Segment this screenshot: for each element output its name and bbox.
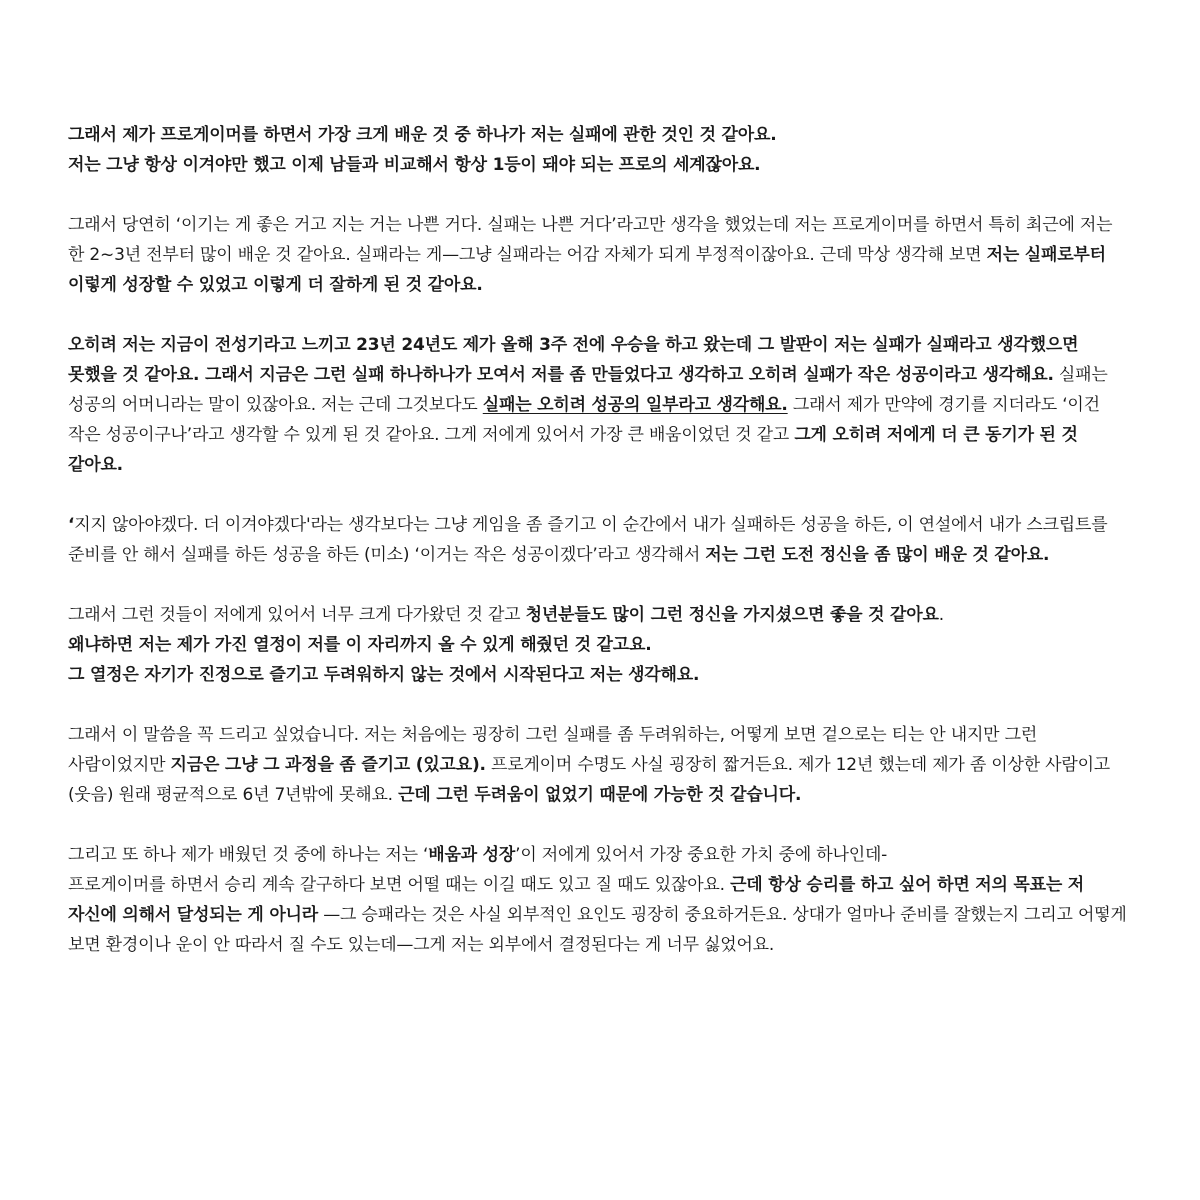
text-run: 오히려 저는 지금이 전성기라고 느끼고 23년 24년도 제가 올해 3주 전에 우승을 하고 왔는데 그 발판이 저는 실패가 실패라고 생각했으면 못했을 것 같아요. 그래서 지금은 그런 실패 하나하나가 모여서 저를 좀 만들었다고 생각하고 오히려 실패가 작은 성공이라고 생각해요. [68, 335, 1079, 385]
paragraph-6 [68, 720, 1132, 810]
text-run: 그 열정은 자기가 진정으로 즐기고 두려워하지 않는 것에서 시작된다고 저는 생각해요. [68, 665, 700, 685]
text-run: 지금은 그냥 그 과정을 좀 즐기고 (있고요). [170, 755, 486, 775]
text-run: —그 승패라는 것은 사실 외부적인 요인도 굉장히 중요하거든요. 상대가 얼마나 준비를 잘했는지 그리고 어떻게 보면 환경이나 운이 안 따라서 질 수도 있는데—그게 저는 외부에서 결정된다는 게 너무 싫었어요. [68, 905, 1127, 955]
text-run: 청년분들도 많이 그런 정신을 가지셨으면 좋을 것 같아요 [525, 605, 939, 625]
paragraph-3 [68, 330, 1132, 480]
text-run: 저는 그냥 항상 이겨야만 했고 이제 남들과 비교해서 항상 1등이 돼야 되는 프로의 세계잖아요. [68, 155, 761, 175]
paragraph-2 [68, 210, 1132, 300]
paragraph-7 [68, 840, 1132, 960]
text-run: 실패는 성공의 어머니라는 말이 있잖아요. 저는 근데 그것보다도 [68, 365, 1108, 415]
text-run: 그리고 또 하나 제가 배웠던 것 중에 하나는 저는 ‘ [68, 845, 429, 865]
text-run: 저는 실패로부터 이렇게 성장할 수 있었고 이렇게 더 잘하게 된 것 같아요. [68, 245, 1106, 295]
text-run: 지지 않아야겠다. 더 이겨야겠다'라는 생각보다는 그냥 게임을 좀 즐기고 이 순간에서 내가 실패하든 성공을 하든, 이 연설에서 내가 스크립트를 준비를 안 해서 실패를 하든 성공을 하든 (미소) ‘이거는 작은 성공이겠다’라고 생각해서 [68, 515, 1108, 565]
paragraph-1 [68, 120, 1132, 180]
document-body [68, 120, 1132, 990]
text-run: 그래서 당연히 ‘이기는 게 좋은 거고 지는 거는 나쁜 거다. 실패는 나쁜 거다’라고만 생각을 했었는데 저는 프로게이머를 하면서 특히 최근에 저는 한 2~3년 전부터 많이 배운 것 같아요. 실패라는 게—그냥 실패라는 어감 자체가 되게 부정적이잖아요. 근데 막상 생각해 보면 [68, 215, 1113, 265]
text-run: 그래서 제가 만약에 경기를 지더라도 ‘이건 작은 성공이구나’라고 생각할 수 있게 된 것 같아요. 그게 저에게 있어서 가장 큰 배움이었던 것 같고 [68, 395, 1100, 445]
text-run: 왜냐하면 저는 제가 가진 열정이 저를 이 자리까지 올 수 있게 해줬던 것 같고요. [68, 635, 652, 655]
text-run: 배움과 성장 [428, 845, 516, 865]
text-run: 그게 오히려 저에게 더 큰 동기가 된 것 같아요. [68, 425, 1078, 475]
text-run: 그래서 제가 프로게이머를 하면서 가장 크게 배운 것 중 하나가 저는 실패에 관한 것인 것 같아요. [68, 125, 777, 145]
text-run: 그래서 이 말씀을 꼭 드리고 싶었습니다. 저는 처음에는 굉장히 그런 실패를 좀 두려워하는, 어떻게 보면 겉으로는 티는 안 내지만 그런 사람이었지만 [68, 725, 1038, 775]
text-run: ’이 저에게 있어서 가장 중요한 가치 중에 하나인데- [515, 845, 888, 865]
text-run: 근데 그런 두려움이 없었기 때문에 가능한 것 같습니다. [398, 785, 802, 805]
paragraph-4 [68, 510, 1132, 570]
paragraph-5 [68, 600, 1132, 690]
text-run: 프로게이머를 하면서 승리 계속 갈구하다 보면 어떨 때는 이길 때도 있고 질 때도 있잖아요. [68, 875, 731, 895]
text-run: ‘ [68, 515, 75, 535]
text-run: 저는 그런 도전 정신을 좀 많이 배운 것 같아요. [705, 545, 1050, 565]
text-run: 프로게이머 수명도 사실 굉장히 짧거든요. 제가 12년 했는데 제가 좀 이상한 사람이고 (웃음) 원래 평균적으로 6년 7년밖에 못해요. [68, 755, 1111, 805]
text-run: 근데 항상 승리를 하고 싶어 하면 저의 목표는 저 자신에 의해서 달성되는 게 아니라 [68, 875, 1085, 925]
text-run: 그래서 그런 것들이 저에게 있어서 너무 크게 다가왔던 것 같고 [68, 605, 526, 625]
text-run: . [938, 605, 944, 625]
text-run: 실패는 오히려 성공의 일부라고 생각해요. [482, 395, 788, 415]
